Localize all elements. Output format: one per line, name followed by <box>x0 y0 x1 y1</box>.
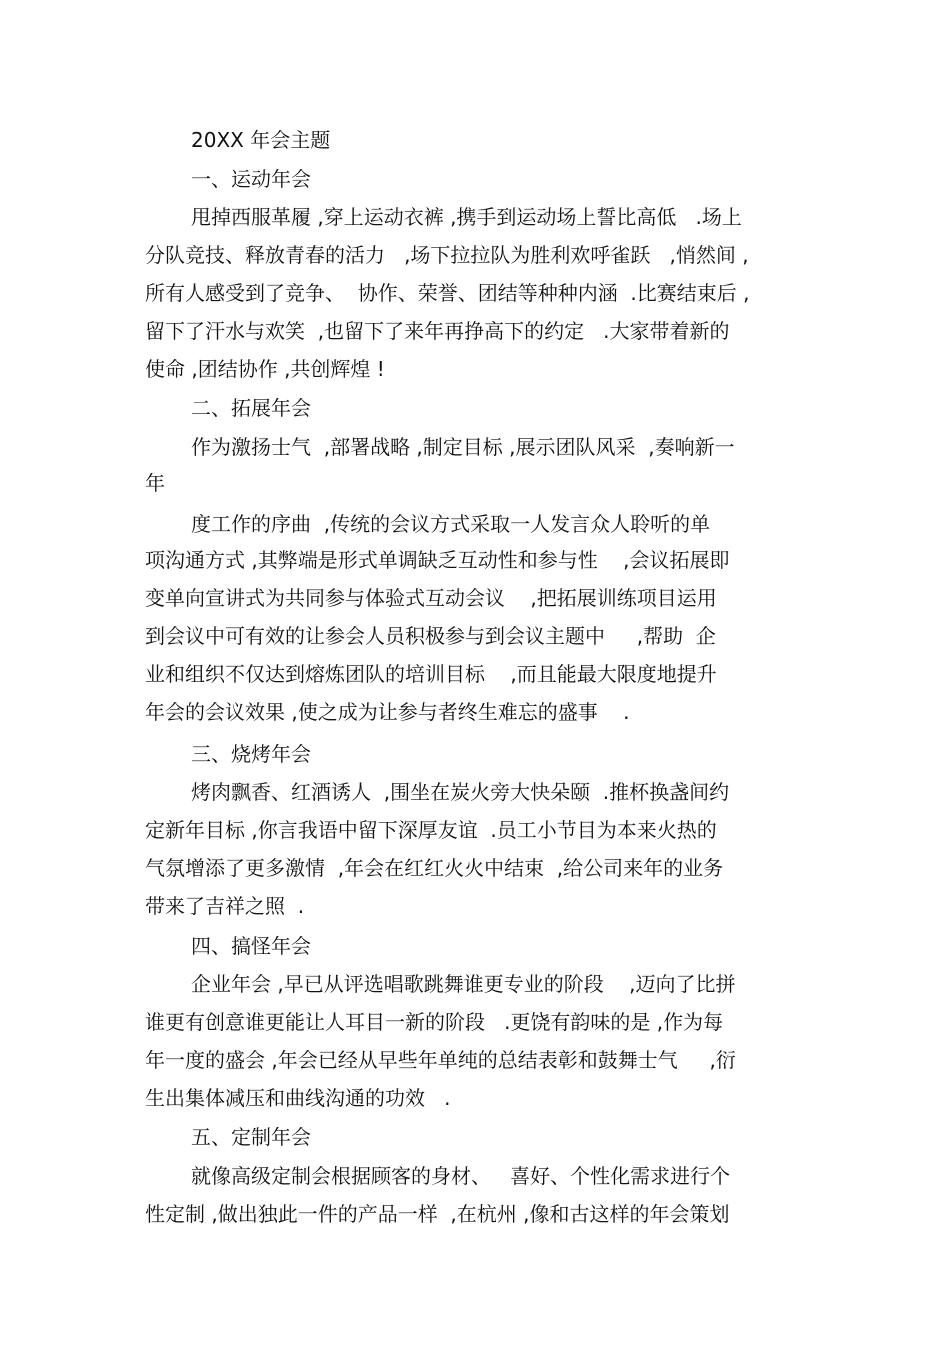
paragraph-line: 就像高级定制会根据顾客的身材、 喜好、个性化需求进行个 <box>191 1164 731 1188</box>
paragraph-line: 项沟通方式 ,其弊端是形式单调缺乏互动性和参与性 ,会议拓展即 <box>145 548 730 572</box>
paragraph-line: 所有人感受到了竞争、 协作、荣誉、团结等种种内涵 .比赛结束后 , <box>145 281 750 305</box>
paragraph-line: 定新年目标 ,你言我语中留下深厚友谊 .员工小节目为本来火热的 <box>145 818 717 842</box>
paragraph-line: 作为激扬士气 ,部署战略 ,制定目标 ,展示团队风采 ,奏响新一 <box>191 435 735 459</box>
paragraph-line: 分队竞技、释放青春的活力 ,场下拉拉队为胜利欢呼雀跃 ,悄然间 , <box>145 243 749 267</box>
paragraph-line: 变单向宣讲式为共同参与体验式互动会议 ,把拓展训练项目运用 <box>145 586 717 610</box>
document-title: 20XX 年会主题 <box>191 128 331 152</box>
section-heading: 一、运动年会 <box>191 167 311 191</box>
paragraph-line: 到会议中可有效的让参会人员积极参与到会议主题中 ,帮助 企 <box>145 624 716 648</box>
paragraph-line: 年会的会议效果 ,使之成为让参与者终生难忘的盛事 . <box>145 700 630 724</box>
section-heading: 五、定制年会 <box>191 1125 311 1149</box>
paragraph-line: 业和组织不仅达到熔炼团队的培训目标 ,而且能最大限度地提升 <box>145 662 717 686</box>
paragraph-line: 年一度的盛会 ,年会已经从早些年单纯的总结表彰和鼓舞士气 ,衍 <box>145 1048 736 1072</box>
paragraph-line: 生出集体减压和曲线沟通的功效 . <box>145 1086 451 1110</box>
paragraph-line: 度工作的序曲 ,传统的会议方式采取一人发言众人聆听的单 <box>191 512 711 536</box>
paragraph-line: 留下了汗水与欢笑 ,也留下了来年再挣高下的约定 .大家带着新的 <box>145 319 730 343</box>
paragraph-line: 甩掉西服革履 ,穿上运动衣裤 ,携手到运动场上誓比高低 .场上 <box>191 205 742 229</box>
paragraph-line: 使命 ,团结协作 ,共创辉煌 ! <box>145 357 385 381</box>
paragraph-line: 带来了吉祥之照 . <box>145 894 305 918</box>
paragraph-line: 企业年会 ,早已从评选唱歌跳舞谁更专业的阶段 ,迈向了比拼 <box>191 972 736 996</box>
paragraph-line: 性定制 ,做出独此一件的产品一样 ,在杭州 ,像和古这样的年会策划 <box>145 1202 730 1226</box>
paragraph-line: 气氛增添了更多激情 ,年会在红红火火中结束 ,给公司来年的业务 <box>145 856 724 880</box>
paragraph-line: 谁更有创意谁更能让人耳目一新的阶段 .更饶有韵味的是 ,作为每 <box>145 1010 724 1034</box>
paragraph-line: 年 <box>145 471 165 495</box>
section-heading: 二、拓展年会 <box>191 396 311 420</box>
section-heading: 三、烧烤年会 <box>191 742 311 766</box>
section-heading: 四、搞怪年会 <box>191 934 311 958</box>
paragraph-line: 烤肉飘香、红酒诱人 ,围坐在炭火旁大快朵颐 .推杯换盏间约 <box>191 780 730 804</box>
